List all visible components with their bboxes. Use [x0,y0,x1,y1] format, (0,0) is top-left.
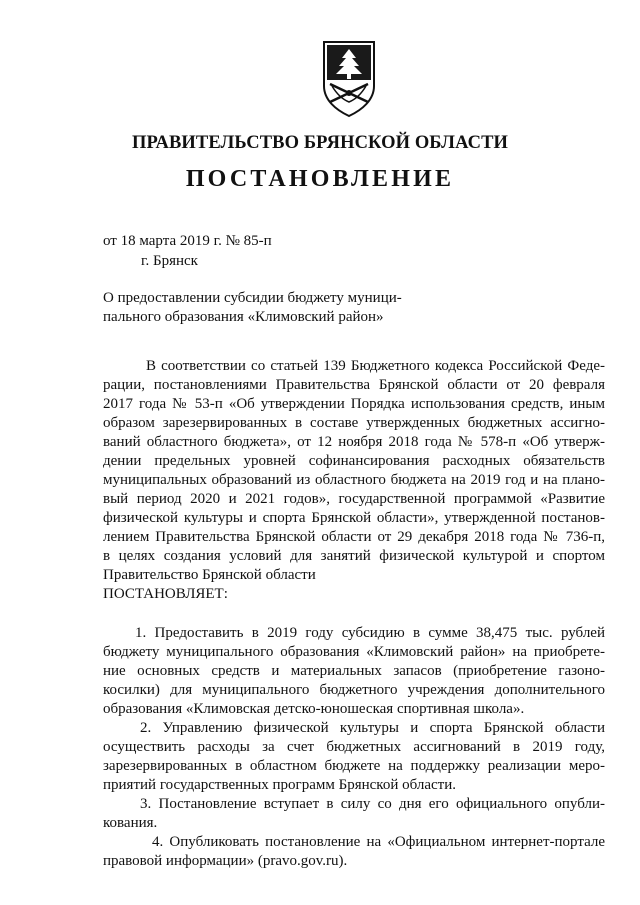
preamble-line: 2017 года № 53-п «Об утверждении Порядка использования средств, иным [103,396,605,412]
document-date-number: от 18 марта 2019 г. № 85-п [103,233,272,249]
preamble-line: дении предельных уровней софинансирования расходных обязательств [103,453,605,469]
document-type-title: ПОСТАНОВЛЕНИЕ [185,166,455,192]
preamble-line: муниципальных образований из областного бюджета на 2019 год и на плано- [103,472,605,488]
preamble-line: Правительство Брянской области [103,567,316,583]
document-city: г. Брянск [141,253,198,269]
item1-line: образования «Климовская детско-юношеская спортивная школа». [103,701,525,717]
subject-line: О предоставлении субсидии бюджету муници- [103,290,402,306]
bryansk-coat-of-arms-emblem [318,40,380,118]
preamble-line: ваний областного бюджета», от 12 ноября 2018 года № 578-п «Об утверж- [103,434,605,450]
item1-line: бюджету муниципального образования «Климовский район» на приобрете- [103,644,605,660]
preamble-line: рации, постановлениями Правительства Брянской области от 20 февраля [103,377,605,393]
subject-line: пального образования «Климовский район» [103,309,384,325]
item1-line: 1. Предоставить в 2019 году субсидию в сумме 38,475 тыс. рублей [135,625,605,641]
preamble-line: в целях создания условий для занятий физической культурой и спортом [103,548,605,564]
preamble-line: вый период 2020 и 2021 годов», государственной программой «Развитие [103,491,605,507]
item2-line: приятий государственных программ Брянской области. [103,777,456,793]
item2-line: 2. Управлению физической культуры и спорта Брянской области [140,720,605,736]
item3-line: 3. Постановление вступает в силу со дня его официального опубли- [140,796,605,812]
item2-line: осуществить расходы за счет бюджетных ассигнований в 2019 году, [103,739,605,755]
preamble-line: лением Правительства Брянской области от 29 декабря 2018 года № 736-п, [103,529,605,545]
preamble-line: В соответствии со статьей 139 Бюджетного кодекса Российской Феде- [146,358,605,374]
resolves-heading: ПОСТАНОВЛЯЕТ: [103,586,228,602]
item4-line: 4. Опубликовать постановление на «Официальном интернет-портале [152,834,605,850]
item1-line: ние основных средств и материальных запасов (приобретение газоно- [103,663,605,679]
item2-line: зарезервированных в областном бюджете на поддержку реализации меро- [103,758,605,774]
item1-line: косилки) для муниципального бюджетного учреждения дополнительного [103,682,605,698]
preamble-line: образом зарезервированных в составе утвержденных бюджетных ассигно- [103,415,605,431]
government-title: ПРАВИТЕЛЬСТВО БРЯНСКОЙ ОБЛАСТИ [131,133,508,153]
preamble-line: физической культуры и спорта Брянской области», утвержденной постанов- [103,510,605,526]
item4-line: правовой информации» (pravo.gov.ru). [103,853,348,869]
item3-line: кования. [103,815,158,831]
